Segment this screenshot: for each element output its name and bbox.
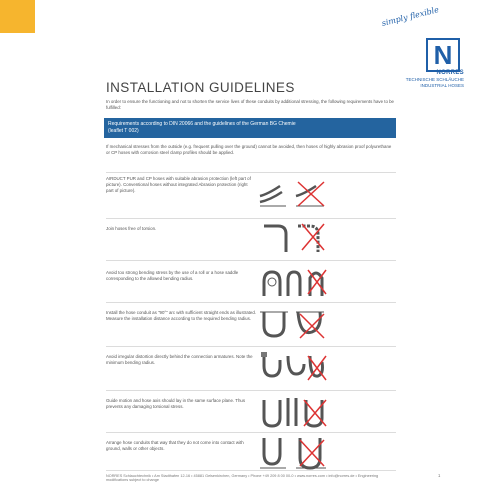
- page-title: INSTALLATION GUIDELINES: [106, 80, 295, 95]
- row-divider: [106, 346, 396, 347]
- torsion-illustration: [258, 220, 328, 256]
- brand-tagline: simply flexible: [381, 5, 441, 28]
- intro-text: In order to ensure the functioning and not to shorten the service lives of these conduits by additional stressing, the following requirements have to be fulfilled:: [106, 99, 395, 111]
- banner-line1: Requirements according to DIN 20066 and the guidelines of the German BG Chemie: [108, 121, 296, 127]
- logo-letter: N: [433, 40, 453, 70]
- guideline-text-3: Avoid too strong bending stress by the use of a roll or a hose saddle corresponding to the allowed bending radius.: [106, 270, 239, 282]
- contact-avoidance-illustration: [258, 434, 328, 470]
- guideline-text-1: AIRDUCT PUR and CP hoses with suitable abrasion protection (left part of picture). Conventional hoses without integrated Abrasion protection (right part of picture).: [106, 176, 251, 194]
- row-divider: [106, 260, 396, 261]
- row-divider: [106, 432, 396, 433]
- brand-subtitle: [406, 77, 464, 89]
- requirements-banner: [104, 118, 396, 138]
- distortion-illustration: [258, 350, 328, 386]
- guideline-text-2: Join hoses free of torsion.: [106, 226, 157, 231]
- abrasion-illustration: [258, 176, 328, 212]
- guideline-text-4: Install the hose conduit as "90°" arc with sufficient straight ends as illustrated. Measure the installation distance according to the required bending radius.: [106, 310, 257, 322]
- banner-line2: (leaflet T 002): [108, 127, 139, 134]
- page-number: 1: [438, 473, 441, 478]
- guideline-text-7: Arrange hose conduits that way that they do not come into contact with ground, walls or other objects.: [106, 440, 244, 452]
- page-footer: NORRES Schlauchtechnik • Am Stadthafen 12-16 • 45881 Gelsenkirchen, Germany • Phone +49 209 8 00 00-0 • www.norres.com • info@norres.de • Engineering modifications subject to change: [106, 470, 396, 482]
- bending-roll-illustration: [258, 264, 328, 300]
- guideline-text-6: Guide motion and hose axis should lay in the same surface plane. Thus prevents any damaging torsional stress.: [106, 398, 246, 410]
- motion-plane-illustration: [258, 394, 328, 430]
- row-divider: [106, 218, 396, 219]
- norres-logo-mark: [426, 38, 460, 72]
- row-divider: [106, 302, 396, 303]
- arc-installation-illustration: [258, 306, 328, 342]
- row-divider: [106, 172, 396, 173]
- brand-subtitle-line2: INDUSTRIAL HOSES: [420, 83, 464, 88]
- stress-paragraph: If mechanical stresses from the outside (e.g. frequent pulling over the ground) cannot be avoided, then hoses of highly abrasion proof polyurethane or CP hoses with corrosion steel clamp profiles should be applied.: [106, 144, 392, 156]
- guideline-text-5: Avoid irregular distortion directly behind the connection armatures. Note the minimum bending radius.: [106, 354, 253, 366]
- brand-name: NORRES: [436, 70, 464, 76]
- row-divider: [106, 390, 396, 391]
- brand-subtitle-line1: TECHNISCHE SCHLÄUCHE: [405, 77, 464, 82]
- corner-accent: [0, 0, 35, 33]
